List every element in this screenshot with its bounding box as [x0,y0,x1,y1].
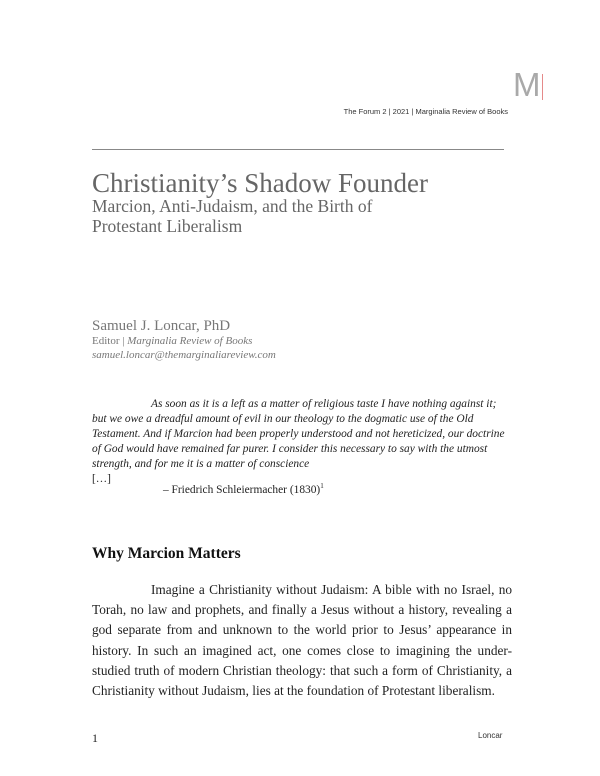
page-number: 1 [92,731,98,745]
epigraph-attribution-text: – Friedrich Schleiermacher (1830) [163,483,321,496]
author-name: Samuel J. Loncar, PhD [92,318,231,334]
epigraph [92,397,505,487]
author-email[interactable]: samuel.loncar@themarginaliareview.com [92,349,276,361]
section-heading: Why Marcion Matters [92,545,241,562]
epigraph-ellipsis: […] [92,473,111,485]
journal-logo: M [513,66,540,103]
footnote-marker[interactable]: 1 [320,482,324,490]
epigraph-text: As soon as it is a left as a matter of religious taste I have nothing against it; but we owe a dreadful amount of evil in our theology to the dogmatic use of the Old Testament. And if Marcion had been properly understood and not hereticized, our doctrine of God would have remained far purer. I consider this necessary to say with the utmost strength, and for me it is a matter of conscience [92,398,505,470]
logo-accent-bar [542,74,543,100]
article-subtitle: Marcion, Anti-Judaism, and the Birth of Protestant Liberalism [92,196,373,236]
running-header: The Forum 2 | 2021 | Marginalia Review of Books [343,107,508,116]
epigraph-attribution [163,482,324,496]
running-footer-author: Loncar [478,731,503,740]
body-paragraph: Imagine a Christianity without Judaism: A bible with no Israel, no Torah, no law and prophets, and finally a Jesus without a history, revealing a god separate from and unknown to the world prior to Jesus’ appearance in history. In such an imagined act, one comes close to imagining the under-studied truth of modern Christian theology: that such a form of Christianity, a Christianity without Judaism, lies at the foundation of Protestant liberalism. [92,582,512,699]
author-role-publication: Marginalia Review of Books [127,335,253,347]
author-role [92,335,252,347]
header-rule [92,149,504,150]
author-role-prefix: Editor | [92,335,128,347]
article-title: Christianity’s Shadow Founder [92,168,428,198]
